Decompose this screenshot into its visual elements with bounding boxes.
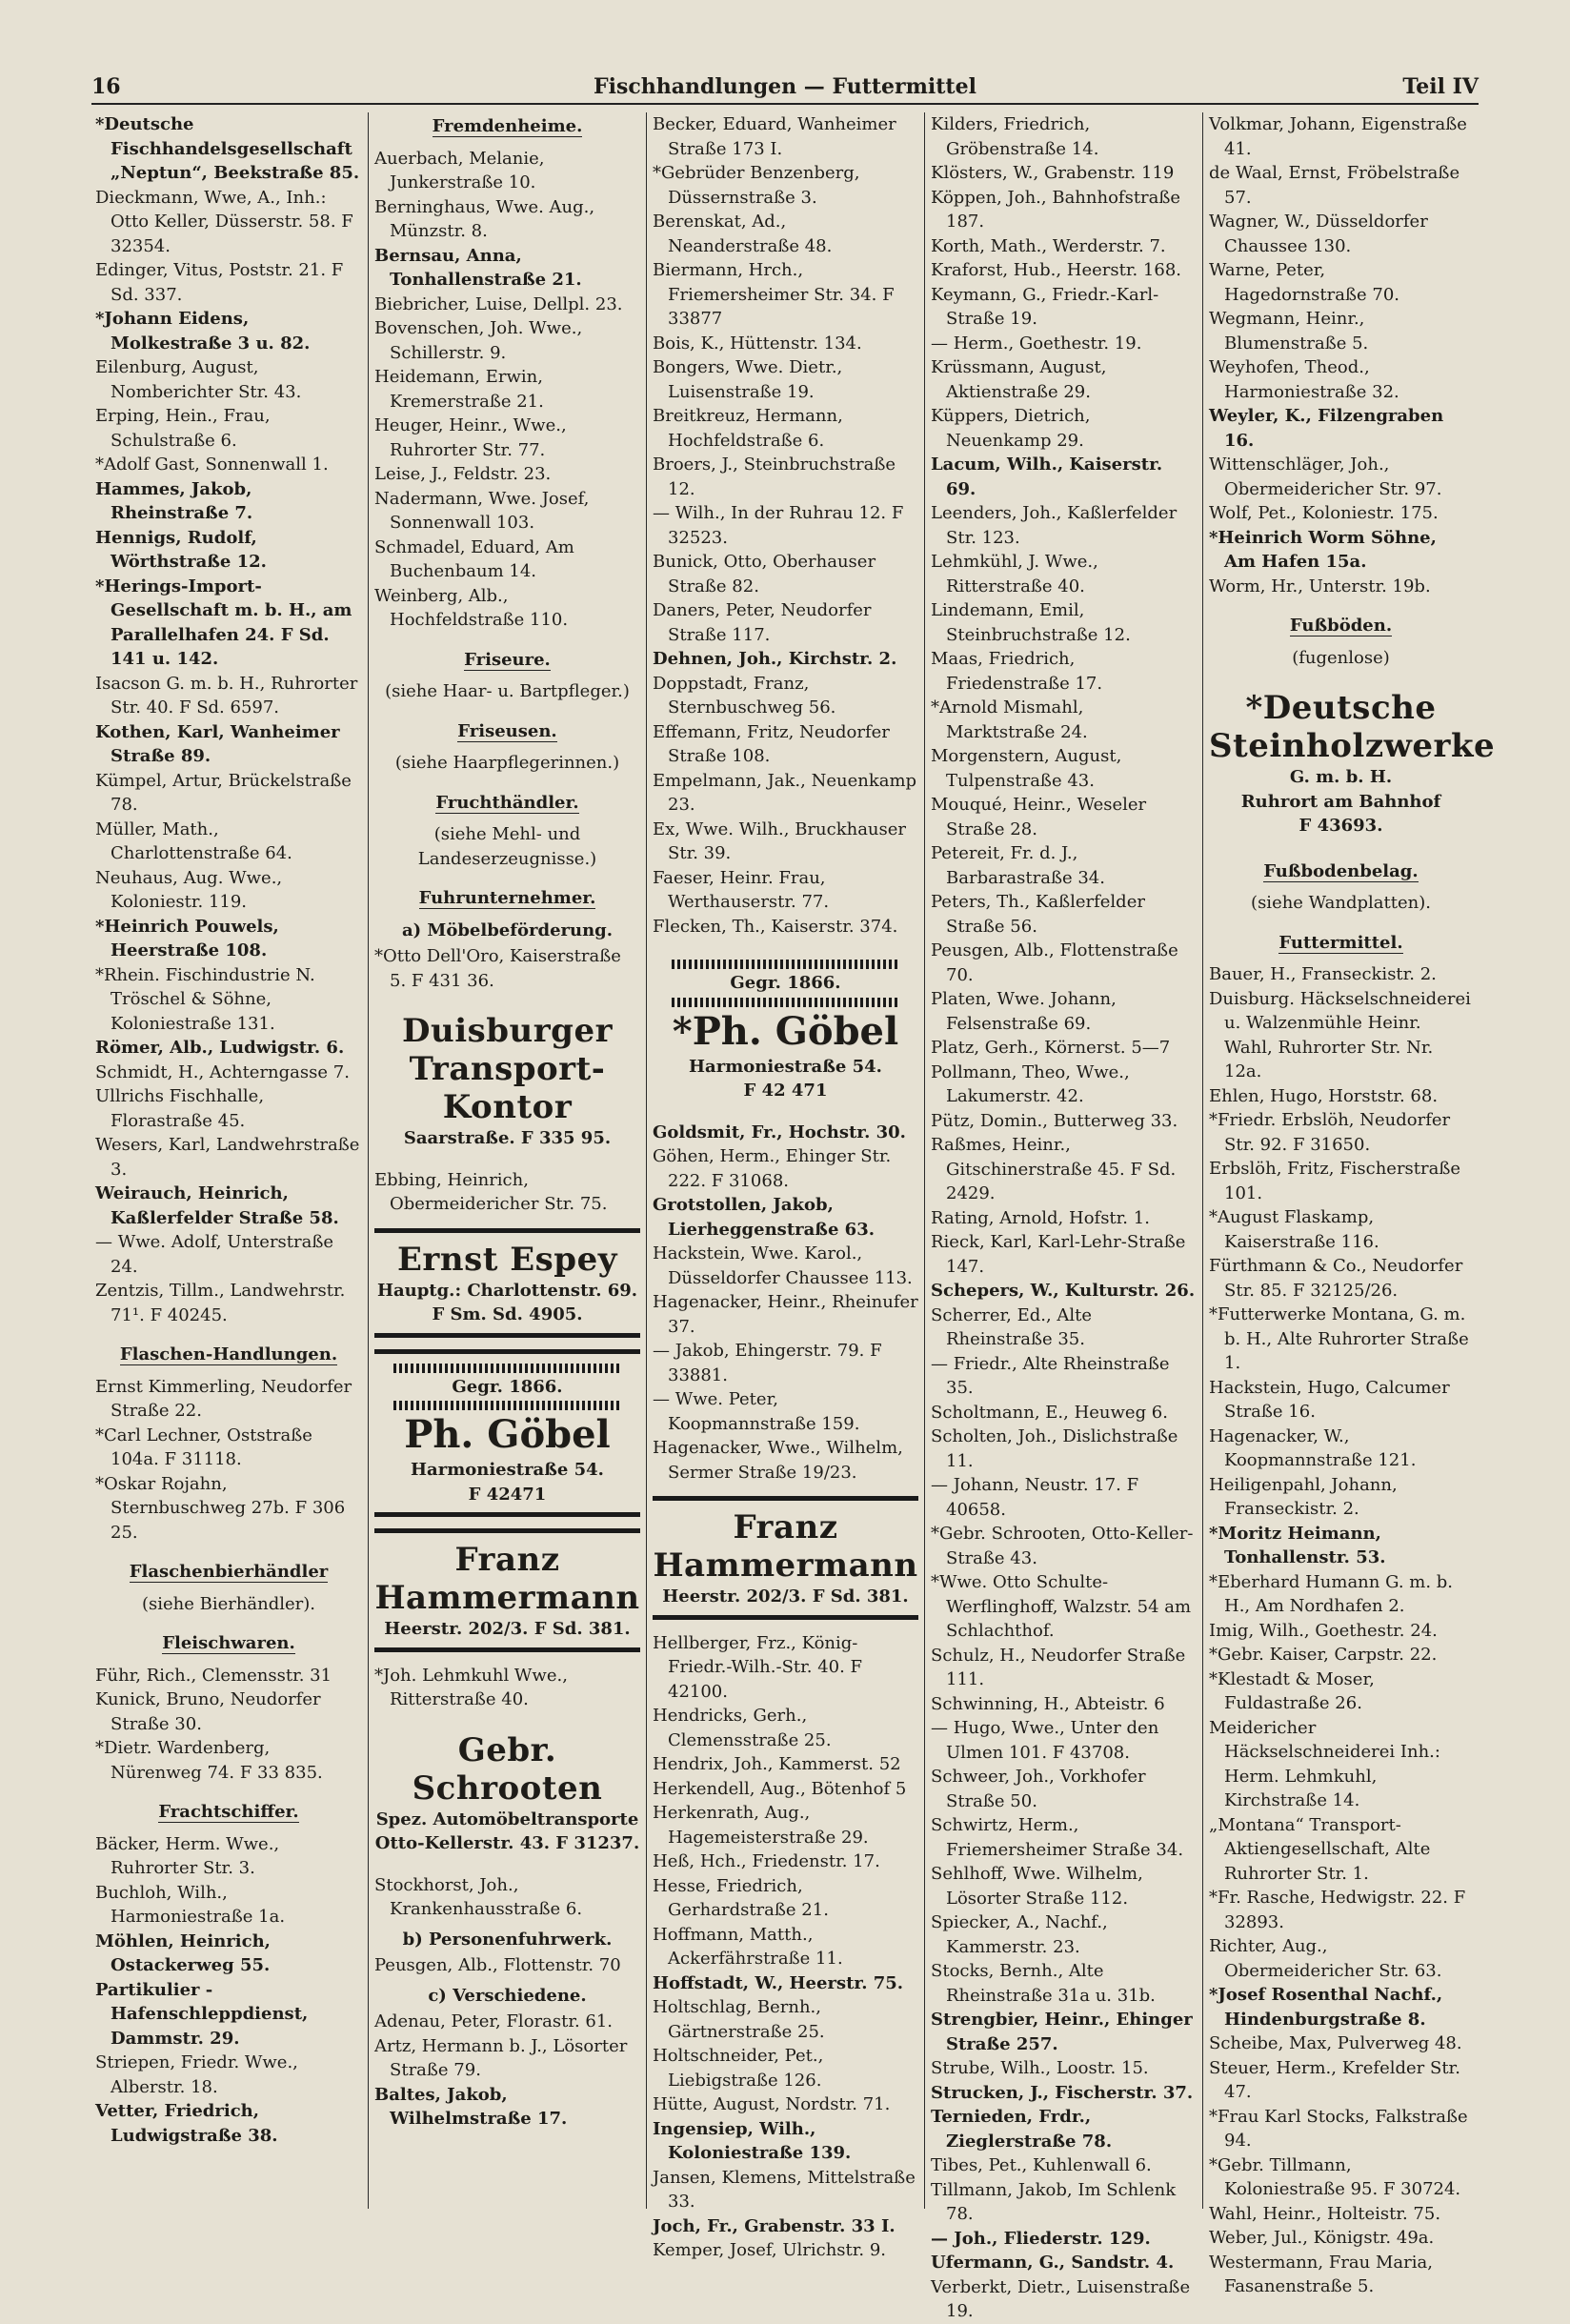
category-heading-text: Friseure. xyxy=(464,649,551,670)
directory-entry: Herkenrath, Aug., Hagemeisterstraße 29. xyxy=(653,1803,869,1848)
directory-entry: Scherrer, Ed., Alte Rheinstraße 35. xyxy=(931,1304,1093,1349)
category-heading xyxy=(374,791,640,816)
category-heading-text: Flaschen-Handlungen. xyxy=(119,1344,338,1364)
directory-entry: Schmidt, H., Achterngasse 7. xyxy=(95,1061,350,1082)
directory-entry: Heidemann, Erwin, Kremerstraße 21. xyxy=(374,367,544,412)
directory-entry: Lehmkühl, J. Wwe., Ritterstraße 40. xyxy=(931,552,1098,596)
directory-entry: Empelmann, Jak., Neuenkamp 23. xyxy=(653,770,917,815)
cross-reference: (siehe Haar- u. Bartpfleger.) xyxy=(385,681,630,701)
directory-entry: *Gebr. Tillmann, Koloniestraße 95. F 30724. xyxy=(1209,2154,1461,2199)
directory-entry: Stocks, Bernh., Alte Rheinstraße 31a u. 31b. xyxy=(931,1961,1156,2006)
directory-entry: Stockhorst, Joh., Krankenhausstraße 6. xyxy=(374,1874,583,1919)
directory-entry: Müller, Math., Charlottenstraße 64. xyxy=(95,818,292,863)
directory-entry: Führ, Rich., Clemensstr. 31 xyxy=(95,1665,332,1686)
directory-entry: Ullrichs Fischhalle, Florastraße 45. xyxy=(95,1086,265,1131)
directory-entry: Verberkt, Dietr., Luisenstraße 19. xyxy=(931,2276,1191,2321)
ad-company-name: Duisburger Transport-Kontor xyxy=(402,1012,613,1126)
directory-entry: Lindemann, Emil, Steinbruchstraße 12. xyxy=(931,600,1131,645)
directory-entry: Joch, Fr., Grabenstr. 33 I. xyxy=(653,2215,896,2236)
directory-entry: Weinberg, Alb., Hochfeldstraße 110. xyxy=(374,585,569,630)
directory-entry: Weber, Jul., Königstr. 49a. xyxy=(1209,2228,1435,2248)
category-heading xyxy=(1209,614,1473,638)
directory-entry: Heuger, Heinr., Wwe., Ruhrorter Str. 77. xyxy=(374,415,567,460)
directory-entry: Strucken, J., Fischerstr. 37. xyxy=(931,2082,1194,2103)
directory-entry: Westermann, Frau Maria, Fasanenstraße 5. xyxy=(1209,2252,1433,2296)
directory-entry: Weirauch, Heinrich, Kaßlerfelder Straße 58. xyxy=(95,1183,339,1228)
directory-entry: Wegmann, Heinr., Blumenstraße 5. xyxy=(1209,309,1369,354)
directory-entry: Hennigs, Rudolf, Wörthstraße 12. xyxy=(95,527,267,572)
directory-entry: Hagenacker, Heinr., Rheinufer 37. xyxy=(653,1292,918,1337)
ad-detail-line: F 43693. xyxy=(1298,816,1383,836)
directory-entry: Hellberger, Frz., König-Friedr.-Wilh.-Str. 40. F 42100. xyxy=(653,1632,863,1702)
ad-detail-line: Heerstr. 202/3. F Sd. 381. xyxy=(384,1619,631,1639)
directory-entry: Bernsau, Anna, Tonhallenstraße 21. xyxy=(374,245,582,290)
directory-entry: Rating, Arnold, Hofstr. 1. xyxy=(931,1207,1150,1228)
subcategory-heading: a) Möbelbeförderung. xyxy=(401,919,614,940)
directory-entry: Göhen, Herm., Ehinger Str. 222. F 31068. xyxy=(653,1146,892,1191)
directory-entry: Edinger, Vitus, Poststr. 21. F Sd. 337. xyxy=(95,260,344,305)
category-heading-text: Fleischwaren. xyxy=(162,1633,295,1653)
directory-entry: Pütz, Domin., Butterweg 33. xyxy=(931,1110,1178,1131)
ad-detail-line: F Sm. Sd. 4905. xyxy=(432,1304,583,1324)
directory-entry: Petereit, Fr. d. J., Barbarastraße 34. xyxy=(931,843,1105,888)
directory-entry: Peters, Th., Kaßlerfelder Straße 56. xyxy=(931,892,1145,937)
page-header xyxy=(91,74,1479,107)
subcategory-heading: b) Personenfuhrwerk. xyxy=(402,1929,613,1950)
directory-entry: Buchloh, Wilh., Harmoniestraße 1a. xyxy=(95,1882,286,1927)
directory-entry: *Arnold Mismahl, Marktstraße 24. xyxy=(931,697,1088,742)
directory-entry: *Frau Karl Stocks, Falkstraße 94. xyxy=(1209,2106,1468,2151)
directory-entry: Breitkreuz, Hermann, Hochfeldstraße 6. xyxy=(653,406,843,451)
directory-entry: Neuhaus, Aug. Wwe., Koloniestr. 119. xyxy=(95,867,283,912)
directory-entry: — Joh., Fliederstr. 129. xyxy=(931,2228,1151,2249)
directory-entry: Weyhofen, Theod., Harmoniestraße 32. xyxy=(1209,357,1399,402)
directory-entry: *Rhein. Fischindustrie N. Tröschel & Söhne, Koloniestraße 131. xyxy=(95,964,315,1034)
directory-entry: Kunick, Bruno, Neudorfer Straße 30. xyxy=(95,1689,321,1734)
category-heading xyxy=(95,1560,362,1585)
advertisement xyxy=(374,1528,640,1652)
directory-entry: — Herm., Goethestr. 19. xyxy=(931,333,1142,354)
category-heading-text: Fußböden. xyxy=(1289,616,1393,636)
directory-entry: Platz, Gerh., Körnerst. 5—7 xyxy=(931,1038,1171,1058)
directory-entry: Striepen, Friedr. Wwe., Alberstr. 18. xyxy=(95,2052,298,2097)
directory-entry: Adenau, Peter, Florastr. 61. xyxy=(374,2011,614,2031)
directory-entry: Wittenschläger, Joh., Obermeidericher Str. 97. xyxy=(1209,455,1442,499)
directory-entry: *Carl Lechner, Oststraße 104a. F 31118. xyxy=(95,1425,312,1469)
directory-entry: Richter, Aug., Obermeidericher Str. 63. xyxy=(1209,1936,1442,1981)
directory-entry: Weyler, K., Filzengraben 16. xyxy=(1209,406,1444,451)
directory-entry: Platen, Wwe. Johann, Felsenstraße 69. xyxy=(931,989,1117,1034)
directory-entry: Wesers, Karl, Landwehrstraße 3. xyxy=(95,1135,360,1180)
directory-entry: Hoffstadt, W., Heerstr. 75. xyxy=(653,1972,904,1993)
columns xyxy=(90,112,1496,2321)
directory-entry: Heß, Hch., Friedenstr. 17. xyxy=(653,1851,880,1871)
directory-entry: *Gebr. Kaiser, Carpstr. 22. xyxy=(1209,1645,1438,1665)
directory-entry: *Dietr. Wardenberg, Nürenweg 74. F 33 835. xyxy=(95,1738,323,1783)
directory-entry: Auerbach, Melanie, Junkerstraße 10. xyxy=(374,148,545,192)
directory-entry: Flecken, Th., Kaiserstr. 374. xyxy=(653,916,898,937)
directory-entry: Morgenstern, August, Tulpenstraße 43. xyxy=(931,746,1122,791)
ornament-rule xyxy=(393,1364,621,1373)
directory-entry: *August Flaskamp, Kaiserstraße 116. xyxy=(1209,1207,1379,1252)
directory-entry: *Wwe. Otto Schulte-Werflinghoff, Walzstr. 54 am Schlachthof. xyxy=(931,1572,1192,1641)
directory-entry: Doppstadt, Franz, Sternbuschweg 56. xyxy=(653,673,836,717)
directory-entry: Ufermann, G., Sandstr. 4. xyxy=(931,2253,1175,2273)
category-heading xyxy=(374,886,640,911)
directory-entry: Hütte, August, Nordstr. 71. xyxy=(653,2094,891,2114)
directory-entry: Holtschlag, Bernh., Gärtnerstraße 25. xyxy=(653,1997,825,2042)
directory-entry: Kemper, Josef, Ulrichstr. 9. xyxy=(653,2240,887,2260)
directory-entry: *Deutsche Fischhandelsgesellschaft „Neptun“, Beekstraße 85. xyxy=(95,114,360,183)
directory-entry: Zentzis, Tillm., Landwehrstr. 71¹. F 40245. xyxy=(95,1281,346,1325)
ad-founded-line: Gegr. 1866. xyxy=(730,973,841,993)
directory-entry: *Heinrich Worm Söhne, Am Hafen 15a. xyxy=(1209,527,1437,572)
directory-entry: Biermann, Hrch., Friemersheimer Str. 34. F 33877 xyxy=(653,260,895,329)
category-heading-text: Fremdenheime. xyxy=(432,116,583,136)
advertisement xyxy=(374,1004,640,1157)
advertisement xyxy=(374,1228,640,1338)
directory-entry: Schepers, W., Kulturstr. 26. xyxy=(931,1281,1196,1301)
directory-entry: Spiecker, A., Nachf., Kammerstr. 23. xyxy=(931,1912,1108,1957)
directory-entry: Artz, Hermann b. J., Lösorter Straße 79. xyxy=(374,2035,628,2080)
directory-entry: Lacum, Wilh., Kaiserstr. 69. xyxy=(931,455,1163,499)
column-4 xyxy=(924,112,1202,2321)
directory-entry: Bois, K., Hüttenstr. 134. xyxy=(653,333,862,354)
directory-entry: Scheibe, Max, Pulverweg 48. xyxy=(1209,2033,1462,2053)
directory-entry: *Heinrich Pouwels, Heerstraße 108. xyxy=(95,916,279,960)
directory-entry: Tibes, Pet., Kuhlenwall 6. xyxy=(931,2155,1152,2175)
directory-entry: Hackstein, Hugo, Calcumer Straße 16. xyxy=(1209,1377,1450,1422)
ornament-rule xyxy=(672,960,899,969)
directory-entry: Hackstein, Wwe. Karol., Düsseldorfer Chaussee 113. xyxy=(653,1243,913,1288)
directory-entry: — Hugo, Wwe., Unter den Ulmen 101. F 43708. xyxy=(931,1718,1159,1763)
category-heading-text: Flaschenbierhändler xyxy=(129,1562,329,1582)
directory-entry: Worm, Hr., Unterstr. 19b. xyxy=(1209,576,1431,596)
directory-entry: *Klestadt & Moser, Fuldastraße 26. xyxy=(1209,1668,1375,1713)
directory-entry: Grotstollen, Jakob, Lierheggenstraße 63. xyxy=(653,1195,875,1240)
directory-entry: *Futterwerke Montana, G. m. b. H., Alte Ruhrorter Straße 1. xyxy=(1209,1304,1469,1373)
directory-entry: — Johann, Neustr. 17. F 40658. xyxy=(931,1475,1139,1520)
directory-entry: Duisburg. Häckselschneiderei u. Walzenmühle Heinr. Wahl, Ruhrorter Str. Nr. 12a. xyxy=(1209,988,1471,1081)
ad-company-name: Gebr. Schrooten xyxy=(412,1730,603,1808)
directory-entry: Heiligenpahl, Johann, Franseckistr. 2. xyxy=(1209,1474,1398,1519)
directory-entry: Bäcker, Herm. Wwe., Ruhrorter Str. 3. xyxy=(95,1833,280,1878)
column-5 xyxy=(1202,112,1496,2296)
directory-entry: Faeser, Heinr. Frau, Werthauserstr. 77. xyxy=(653,867,830,912)
directory-entry: Kilders, Friedrich, Gröbenstraße 14. xyxy=(931,114,1099,159)
directory-entry: Hendricks, Gerh., Clemensstraße 25. xyxy=(653,1706,832,1750)
directory-entry: Scholtmann, E., Heuweg 6. xyxy=(931,1402,1168,1423)
category-heading-text: Frachtschiffer. xyxy=(158,1802,299,1822)
directory-entry: Hammes, Jakob, Rheinstraße 7. xyxy=(95,478,253,523)
directory-entry: — Friedr., Alte Rheinstraße 35. xyxy=(931,1353,1170,1398)
ad-company-name: Ph. Göbel xyxy=(404,1412,611,1457)
directory-entry: Effemann, Fritz, Neudorfer Straße 108. xyxy=(653,721,890,766)
directory-entry: Daners, Peter, Neudorfer Straße 117. xyxy=(653,600,872,645)
directory-entry: Tillmann, Jakob, Im Schlenk 78. xyxy=(931,2179,1177,2224)
directory-entry: Bunick, Otto, Oberhauser Straße 82. xyxy=(653,552,876,596)
directory-entry: Jansen, Klemens, Mittelstraße 33. xyxy=(653,2167,916,2212)
directory-entry: Nadermann, Wwe. Josef, Sonnenwall 103. xyxy=(374,488,590,533)
category-heading xyxy=(95,1800,362,1825)
directory-entry: Leenders, Joh., Kaßlerfelder Str. 123. xyxy=(931,503,1178,548)
directory-entry: Warne, Peter, Hagedornstraße 70. xyxy=(1209,260,1399,305)
directory-entry: Steuer, Herm., Krefelder Str. 47. xyxy=(1209,2057,1460,2102)
ad-detail-line: F 42471 xyxy=(468,1484,547,1505)
directory-entry: Kümpel, Artur, Brückelstraße 78. xyxy=(95,770,352,815)
page-number: 16 xyxy=(91,74,121,99)
directory-entry: de Waal, Ernst, Fröbelstraße 57. xyxy=(1209,163,1460,208)
directory-entry: Schweer, Joh., Vorkhofer Straße 50. xyxy=(931,1767,1146,1811)
column-3 xyxy=(646,112,924,2260)
ad-company-name: Ernst Espey xyxy=(397,1240,617,1279)
directory-entry: Hesse, Friedrich, Gerhardstraße 21. xyxy=(653,1875,829,1920)
directory-entry: Strube, Wilh., Loostr. 15. xyxy=(931,2058,1149,2078)
cross-reference: (siehe Haarpflegerinnen.) xyxy=(394,753,620,773)
directory-entry: Hagenacker, W., Koopmannstraße 121. xyxy=(1209,1425,1417,1470)
directory-entry: Bauer, H., Franseckistr. 2. xyxy=(1209,964,1437,984)
category-heading-text: Friseusen. xyxy=(457,720,557,741)
directory-entry: Peusgen, Alb., Flottenstraße 70. xyxy=(931,940,1178,985)
directory-entry: Broers, J., Steinbruchstraße 12. xyxy=(653,455,896,499)
ad-detail-line: Otto-Kellerstr. 43. F 31237. xyxy=(374,1833,640,1853)
directory-entry: Sehlhoff, Wwe. Wilhelm, Lösorter Straße 112. xyxy=(931,1864,1143,1909)
directory-entry: Baltes, Jakob, Wilhelmstraße 17. xyxy=(374,2084,568,2129)
directory-entry: Goldsmit, Fr., Hochstr. 30. xyxy=(653,1122,906,1142)
directory-entry: *Friedr. Erbslöh, Neudorfer Str. 92. F 31650. xyxy=(1209,1110,1451,1155)
directory-entry: *Fr. Rasche, Hedwigstr. 22. F 32893. xyxy=(1209,1888,1466,1932)
directory-entry: Römer, Alb., Ludwigstr. 6. xyxy=(95,1038,345,1058)
directory-entry: Hoffmann, Matth., Ackerfährstraße 11. xyxy=(653,1924,843,1969)
directory-entry: — Wwe. Adolf, Unterstraße 24. xyxy=(95,1232,334,1277)
cross-reference: (siehe Mehl- und Landeserzeugnisse.) xyxy=(417,824,597,869)
ornament-rule xyxy=(672,998,899,1007)
directory-entry: *Otto Dell'Oro, Kaiserstraße 5. F 431 36. xyxy=(374,946,621,991)
directory-entry: *Adolf Gast, Sonnenwall 1. xyxy=(95,455,329,475)
directory-entry: *Eberhard Humann G. m. b. H., Am Nordhafen 2. xyxy=(1209,1571,1454,1616)
category-heading xyxy=(95,1343,362,1367)
directory-entry: Becker, Eduard, Wanheimer Straße 173 I. xyxy=(653,114,896,159)
directory-entry: *Oskar Rojahn, Sternbuschweg 27b. F 306 25. xyxy=(95,1473,346,1543)
directory-entry: Rieck, Karl, Karl-Lehr-Straße 147. xyxy=(931,1232,1186,1277)
directory-entry: Dieckmann, Wwe, A., Inh.: Otto Keller, Düsserstr. 58. F 32354. xyxy=(95,187,353,256)
directory-entry: Keymann, G., Friedr.-Karl-Straße 19. xyxy=(931,284,1159,329)
directory-entry: Möhlen, Heinrich, Ostackerweg 55. xyxy=(95,1930,271,1975)
directory-entry: Erping, Hein., Frau, Schulstraße 6. xyxy=(95,406,271,451)
directory-entry: Dehnen, Joh., Kirchstr. 2. xyxy=(653,649,897,669)
category-heading xyxy=(1209,931,1473,956)
directory-entry: Ehlen, Hugo, Horststr. 68. xyxy=(1209,1085,1439,1106)
category-heading-text: Fuhrunternehmer. xyxy=(418,888,596,908)
advertisement xyxy=(653,1496,918,1620)
category-heading xyxy=(95,1631,362,1656)
directory-entry: Scholten, Joh., Dislichstraße 11. xyxy=(931,1426,1178,1471)
directory-entry: Partikulier - Hafenschleppdienst, Dammstr. 29. xyxy=(95,1979,309,2049)
directory-entry: Hagenacker, Wwe., Wilhelm, Sermer Straße 19/23. xyxy=(653,1438,903,1483)
directory-entry: Fürthmann & Co., Neudorfer Str. 85. F 32125/26. xyxy=(1209,1256,1463,1301)
directory-entry: Wahl, Heinr., Holteistr. 75. xyxy=(1209,2203,1441,2224)
ad-detail-line: Ruhrort am Bahnhof xyxy=(1240,791,1441,812)
advertisement xyxy=(374,1724,640,1862)
directory-entry: Schwirtz, Herm., Friemersheimer Straße 34. xyxy=(931,1815,1184,1860)
column-2 xyxy=(368,112,646,2209)
ad-detail-line: Harmoniestraße 54. xyxy=(411,1460,604,1480)
directory-entry: Maas, Friedrich, Friedenstraße 17. xyxy=(931,649,1103,694)
advertisement xyxy=(374,1349,640,1518)
category-heading xyxy=(1209,859,1473,884)
subcategory-heading: c) Verschiedene. xyxy=(428,1985,587,2006)
directory-entry: Korth, Math., Werderstr. 7. xyxy=(931,235,1166,256)
directory-entry: Volkmar, Johann, Eigenstraße 41. xyxy=(1209,114,1467,159)
directory-entry: Ebbing, Heinrich, Obermeidericher Str. 75. xyxy=(374,1169,608,1214)
directory-entry: Peusgen, Alb., Flottenstr. 70 xyxy=(374,1955,621,1975)
directory-entry: „Montana“ Transport-Aktiengesellschaft, Alte Ruhrorter Str. 1. xyxy=(1209,1814,1431,1884)
category-heading xyxy=(374,114,640,139)
directory-entry: Bongers, Wwe. Dietr., Luisenstraße 19. xyxy=(653,357,843,402)
advertisement xyxy=(653,950,918,1109)
directory-entry: Strengbier, Heinr., Ehinger Straße 257. xyxy=(931,2010,1193,2054)
directory-entry: Herkendell, Aug., Bötenhof 5 xyxy=(653,1778,907,1799)
directory-entry: Kraforst, Hub., Heerstr. 168. xyxy=(931,260,1182,280)
directory-entry: Raßmes, Heinr., Gitschinerstraße 45. F Sd. 2429. xyxy=(931,1135,1177,1203)
directory-entry: — Wilh., In der Ruhrau 12. F 32523. xyxy=(653,503,904,548)
ornament-rule xyxy=(393,1401,621,1410)
ad-detail-line: G. m. b. H. xyxy=(1289,767,1393,787)
ad-company-name: *Ph. Göbel xyxy=(672,1008,899,1054)
directory-entry: Köppen, Joh., Bahnhofstraße 187. xyxy=(931,187,1181,232)
ad-detail-line: Spez. Automöbeltransporte xyxy=(375,1809,639,1829)
directory-entry: Mouqué, Heinr., Weseler Straße 28. xyxy=(931,795,1147,839)
ad-detail-line: Hauptg.: Charlottenstr. 69. xyxy=(376,1280,638,1301)
cross-reference: (fugenlose) xyxy=(1292,647,1390,668)
directory-entry: Bovenschen, Joh. Wwe., Schillerstr. 9. xyxy=(374,318,583,363)
directory-entry: *Moritz Heimann, Tonhallenstr. 53. xyxy=(1209,1523,1386,1567)
ad-detail-line: Saarstraße. F 335 95. xyxy=(403,1128,612,1148)
directory-entry: Schmadel, Eduard, Am Buchenbaum 14. xyxy=(374,536,574,581)
directory-entry: — Jakob, Ehingerstr. 79. F 33881. xyxy=(653,1341,882,1385)
directory-entry: Biebricher, Luise, Dellpl. 23. xyxy=(374,293,623,314)
ad-company-name: Franz Hammermann xyxy=(653,1508,918,1585)
directory-entry: Pollmann, Theo, Wwe., Lakumerstr. 42. xyxy=(931,1061,1130,1106)
directory-entry: Erbslöh, Fritz, Fischerstraße 101. xyxy=(1209,1159,1461,1203)
section-title: Fischhandlungen — Futtermittel xyxy=(594,74,976,99)
directory-entry: Berninghaus, Wwe. Aug., Münzstr. 8. xyxy=(374,196,595,241)
directory-entry: Klösters, W., Grabenstr. 119 xyxy=(931,163,1175,183)
directory-entry: Ex, Wwe. Wilh., Bruckhauser Str. 39. xyxy=(653,818,907,863)
directory-entry: — Wwe. Peter, Koopmannstraße 159. xyxy=(653,1389,860,1434)
ad-detail-line: Heerstr. 202/3. F Sd. 381. xyxy=(662,1586,909,1607)
directory-entry: Küppers, Dietrich, Neuenkamp 29. xyxy=(931,406,1091,451)
directory-entry: *Herings-Import-Gesellschaft m. b. H., am Parallelhafen 24. F Sd. 141 u. 142. xyxy=(95,576,352,669)
category-heading-text: Fußbodenbelag. xyxy=(1263,860,1419,881)
directory-entry: Wolf, Pet., Koloniestr. 175. xyxy=(1209,503,1439,523)
directory-entry: Holtschneider, Pet., Liebigstraße 126. xyxy=(653,2046,824,2091)
directory-entry: Wagner, W., Düsseldorfer Chaussee 130. xyxy=(1209,212,1428,256)
directory-entry: *Josef Rosenthal Nachf., Hindenburgstraße 8. xyxy=(1209,1985,1443,2030)
directory-entry: Meidericher Häckselschneiderei Inh.: Herm. Lehmkuhl, Kirchstraße 14. xyxy=(1209,1717,1440,1810)
directory-entry: Schwinning, H., Abteistr. 6 xyxy=(931,1693,1165,1714)
category-heading-text: Fruchthändler. xyxy=(435,792,579,813)
directory-entry: Eilenburg, August, Nomberichter Str. 43. xyxy=(95,357,302,402)
directory-entry: *Gebrüder Benzenberg, Düssernstraße 3. xyxy=(653,163,860,208)
category-heading-text: Futtermittel. xyxy=(1278,932,1403,953)
ad-company-name: *Deutsche Steinholzwerke xyxy=(1209,689,1496,765)
directory-entry: Vetter, Friedrich, Ludwigstraße 38. xyxy=(95,2101,278,2146)
directory-entry: Ternieden, Frdr., Zieglerstraße 78. xyxy=(931,2107,1113,2152)
column-1 xyxy=(90,112,368,2209)
header-rule xyxy=(91,103,1479,105)
directory-entry: Imig, Wilh., Goethestr. 24. xyxy=(1209,1620,1438,1641)
directory-entry: Ingensiep, Wilh., Koloniestraße 139. xyxy=(653,2118,852,2163)
ad-founded-line: Gegr. 1866. xyxy=(452,1376,563,1397)
ad-detail-line: F 42 471 xyxy=(743,1081,828,1101)
directory-entry: Berenskat, Ad., Neanderstraße 48. xyxy=(653,212,833,256)
advertisement xyxy=(1209,681,1496,844)
part-label: Teil IV xyxy=(1402,74,1479,99)
cross-reference: (siehe Wandplatten). xyxy=(1251,893,1431,913)
category-heading xyxy=(374,648,640,673)
directory-entry: Kothen, Karl, Wanheimer Straße 89. xyxy=(95,721,340,766)
directory-entry: Leise, J., Feldstr. 23. xyxy=(374,464,552,484)
cross-reference: (siehe Bierhändler). xyxy=(141,1593,316,1614)
directory-entry: Isacson G. m. b. H., Ruhrorter Str. 40. F Sd. 6597. xyxy=(95,673,358,717)
category-heading xyxy=(374,719,640,744)
ad-detail-line: Harmoniestraße 54. xyxy=(689,1056,882,1077)
directory-entry: Schulz, H., Neudorfer Straße 111. xyxy=(931,1645,1186,1689)
directory-entry: *Joh. Lehmkuhl Wwe., Ritterstraße 40. xyxy=(374,1665,568,1709)
ad-company-name: Franz Hammermann xyxy=(374,1541,640,1617)
directory-entry: *Gebr. Schrooten, Otto-Keller-Straße 43. xyxy=(931,1524,1194,1568)
directory-entry: *Johann Eidens, Molkestraße 3 u. 82. xyxy=(95,309,311,354)
directory-entry: Hendrix, Joh., Kammerst. 52 xyxy=(653,1754,901,1774)
directory-entry: Ernst Kimmerling, Neudorfer Straße 22. xyxy=(95,1376,352,1421)
directory-entry: Krüssmann, August, Aktienstraße 29. xyxy=(931,357,1107,402)
